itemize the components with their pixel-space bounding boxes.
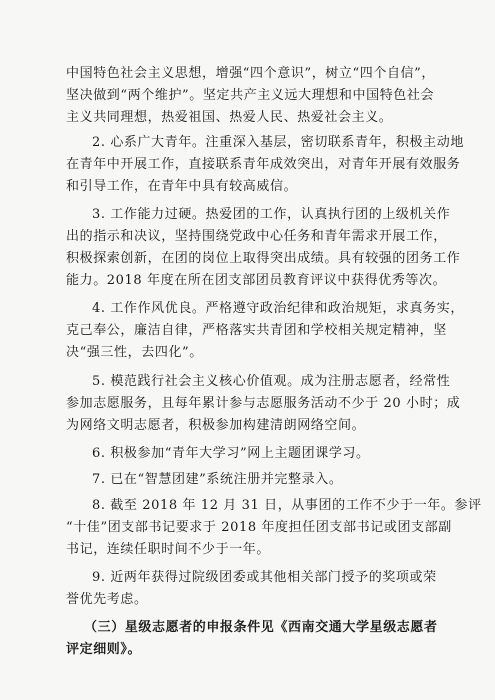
list-item-3-line: 能力。2018 年度在所在团支部团员教育评议中获得优秀等次。	[66, 273, 447, 288]
list-item-8-line: 8. 截至 2018 年 12 月 31 日，从事团的工作不少于一年。参评	[92, 498, 482, 513]
paragraph-line: 坚决做到“两个维护”。坚定共产主义远大理想和中国特色社会	[66, 88, 435, 103]
list-item-4-line: 决“强三性，去四化”。	[66, 345, 203, 360]
list-item-8-line: “十佳”团支部书记要求于 2018 年度担任团支部书记或团支部副	[66, 520, 452, 535]
list-item-4-line: 4. 工作作风优良。严格遵守政治纪律和政治规矩，求真务实，	[92, 301, 464, 316]
list-item-3-line: 3. 工作能力过硬。热爱团的工作，认真执行团的上级机关作	[92, 207, 451, 222]
list-item-2-line: 和引导工作，在青年中具有较高威信。	[66, 179, 298, 194]
section-3-line: （三）星级志愿者的申报条件见《西南交通大学星级志愿者	[84, 620, 438, 635]
paragraph-line: 中国特色社会主义思想，增强“四个意识”，树立“四个自信”，	[66, 66, 435, 81]
list-item-8-line: 书记，连续任职时间不少于一年。	[66, 542, 271, 557]
list-item-9-line: 誉优先考虑。	[66, 592, 148, 607]
list-item-3-line: 出的指示和决议，坚持围绕党政中心任务和青年需求开展工作，	[66, 229, 447, 244]
list-item-5-line: 为网络文明志愿者，积极参加构建清朗网络空间。	[66, 418, 366, 433]
list-item-6-line: 6. 积极参加“青年大学习”网上主题团课学习。	[92, 446, 370, 461]
list-item-7-line: 7. 已在“智慧团建”系统注册并完整录入。	[92, 472, 343, 487]
list-item-2-line: 在青年中开展工作，直接联系青年成效突出，对青年开展有效服务	[66, 157, 461, 172]
list-item-5-line: 5. 模范践行社会主义核心价值观。成为注册志愿者，经常性	[92, 374, 451, 389]
list-item-9-line: 9. 近两年获得过院级团委或其他相关部门授予的奖项或荣	[92, 570, 437, 585]
section-3-line: 评定细则》。	[66, 642, 142, 657]
paragraph-line: 主义共同理想，热爱祖国、热爱人民、热爱社会主义。	[66, 110, 393, 125]
list-item-2-line: 2. 心系广大青年。注重深入基层，密切联系青年，积极主动地	[92, 135, 464, 150]
list-item-4-line: 克己奉公，廉洁自律，严格落实共青团和学校相关规定精神，坚	[66, 323, 447, 338]
list-item-3-line: 积极探索创新，在团的岗位上取得突出成绩。具有较强的团务工作	[66, 251, 461, 266]
list-item-5-line: 参加志愿服务，且每年累计参与志愿服务活动不少于 20 小时；成	[66, 396, 461, 411]
